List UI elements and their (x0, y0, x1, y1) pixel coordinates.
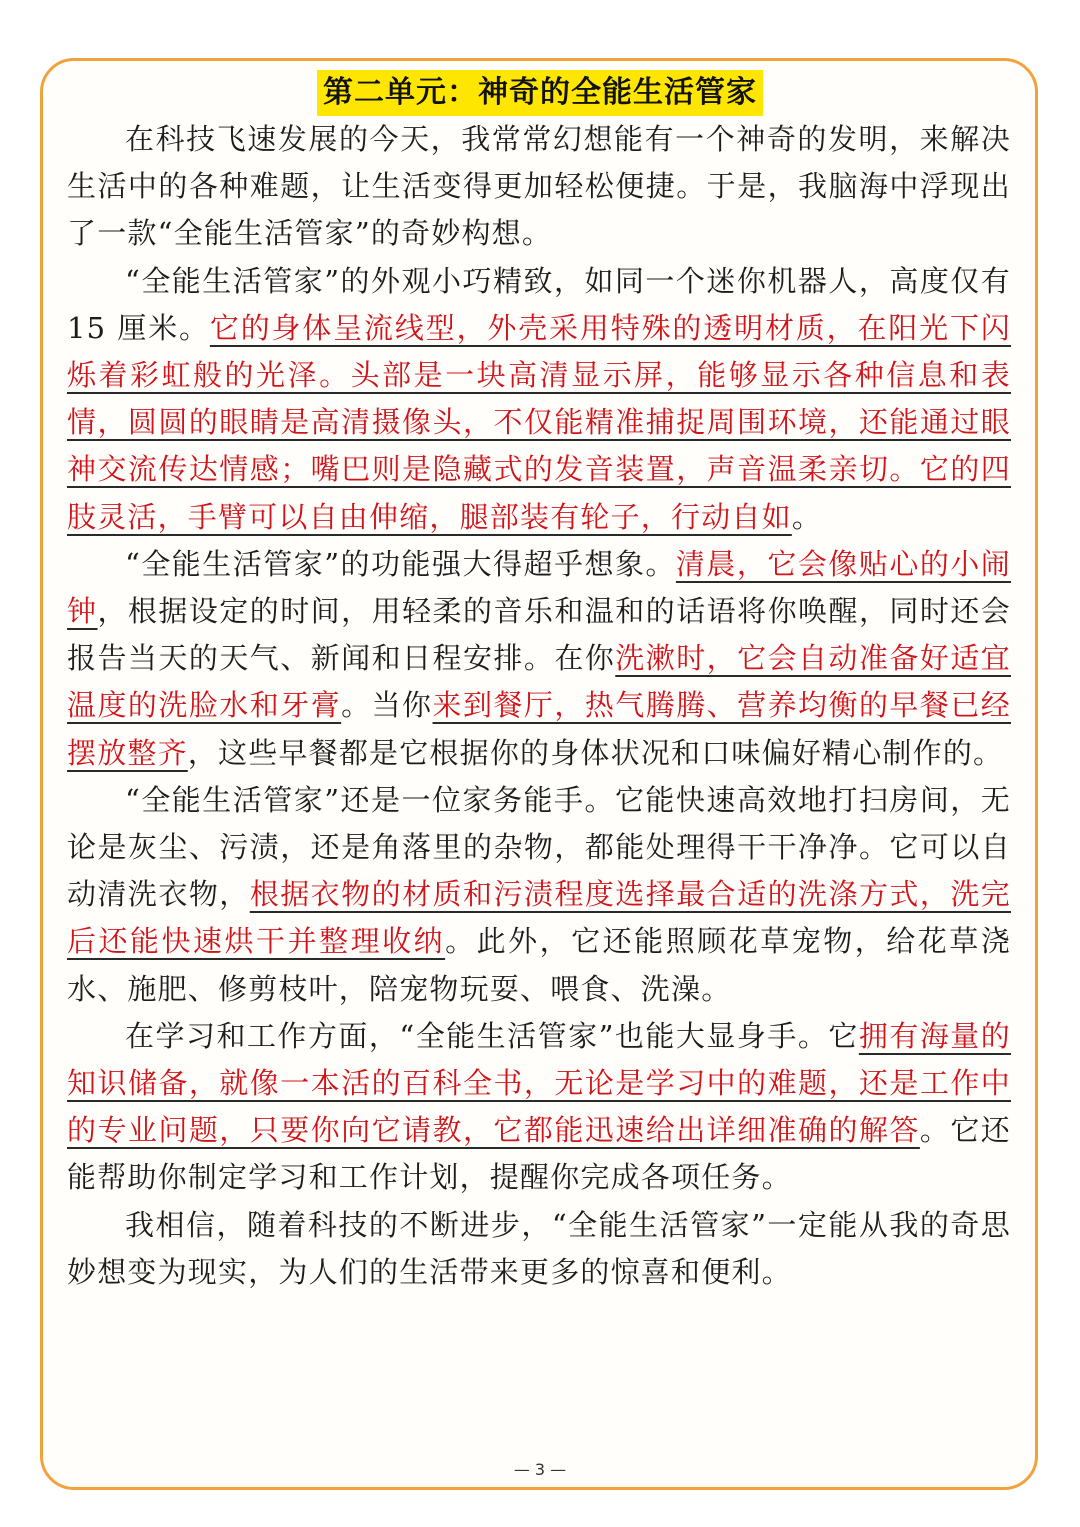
highlighted-sentence: 清晨，它会像贴心的小闹钟 (67, 546, 1011, 629)
paragraph-text: 。 (791, 499, 823, 534)
highlighted-sentence: 根据衣物的材质和污渍程度选择最合适的洗涤方式，洗完后还能快速烘干并整理收纳 (67, 877, 1011, 959)
essay-paragraph (67, 258, 1011, 541)
paragraph-text: 。此外，它还能照顾花草宠物，给花草浇水、施肥、修剪枝叶，陪宠物玩耍、喂食、洗澡。 (67, 924, 1011, 1006)
essay-paragraph (67, 1013, 1011, 1202)
highlighted-sentence: 来到餐厅，热气腾腾、营养均衡的早餐已经摆放整齐 (67, 688, 1011, 770)
paragraph-text: ，这些早餐都是它根据你的身体状况和口味偏好精心制作的。 (187, 735, 1004, 770)
paragraph-text: ，根据设定的时间，用轻柔的音乐和温和的话语将你唤醒，同时还会报告当天的天气、新闻和日程安排。在你 (67, 594, 1011, 676)
essay-paragraph (67, 777, 1011, 1013)
essay-paragraph (67, 116, 1011, 258)
paragraph-text: 在科技飞速发展的今天，我常常幻想能有一个神奇的发明，来解决生活中的各种难题，让生活变得更加轻松便捷。于是，我脑海中浮现出了一款“全能生活管家”的奇妙构想。 (67, 122, 1011, 251)
highlighted-sentence: 洗漱时，它会自动准备好适宜温度的洗脸水和牙膏 (67, 641, 1011, 723)
paragraph-text: 在学习和工作方面，“全能生活管家”也能大显身手。它 (125, 1018, 859, 1053)
highlighted-sentence: 拥有海量的知识储备，就像一本活的百科全书，无论是学习中的难题，还是工作中的专业问题，只要你向它请教，它都能迅速给出详细准确的解答 (67, 1018, 1011, 1148)
page-title: 第二单元：神奇的全能生活管家 (317, 70, 763, 116)
paragraph-text: 。当你 (341, 688, 433, 723)
paragraph-text: “全能生活管家”还是一位家务能手。它能快速高效地打扫房间，无论是灰尘、污渍，还是角落里的杂物，都能处理得干干净净。它可以自动清洗衣物， (67, 782, 1011, 912)
highlighted-sentence: 它的身体呈流线型，外壳采用特殊的透明材质，在阳光下闪烁着彩虹般的光泽。头部是一块高清显示屏，能够显示各种信息和表情，圆圆的眼睛是高清摄像头，不仅能精准捕捉周围环境，还能通过眼神交流传达情感；嘴巴则是隐藏式的发音装置，声音温柔亲切。它的四肢灵活，手臂可以自由伸缩，腿部装有轮子，行动自如 (67, 310, 1011, 534)
essay-body (67, 116, 1011, 1296)
paragraph-text: 。它还能帮助你制定学习和工作计划，提醒你完成各项任务。 (67, 1113, 1011, 1195)
page-number: — 3 — (513, 1460, 567, 1479)
essay-paragraph (67, 1202, 1011, 1296)
title-wrap (0, 70, 1080, 116)
paragraph-text: 我相信，随着科技的不断进步，“全能生活管家”一定能从我的奇思妙想变为现实，为人们的生活带来更多的惊喜和便利。 (67, 1207, 1011, 1289)
essay-paragraph (67, 541, 1011, 777)
paragraph-text: “全能生活管家”的外观小巧精致，如同一个迷你机器人，高度仅有 15 厘米。 (67, 263, 1011, 345)
paragraph-text: “全能生活管家”的功能强大得超乎想象。 (125, 546, 676, 581)
